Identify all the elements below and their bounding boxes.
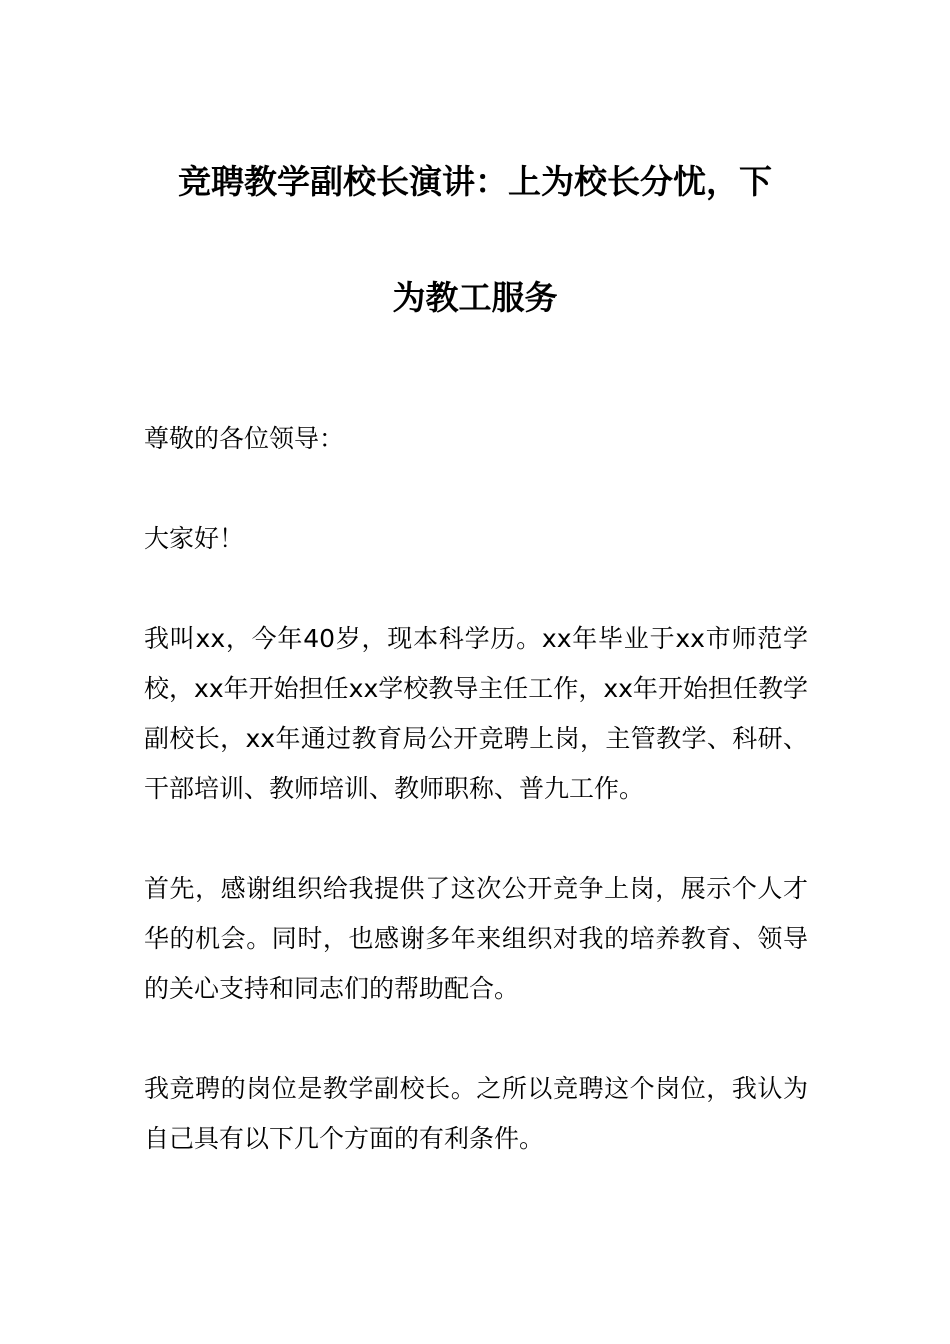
document-title-line-2: 为教工服务 xyxy=(392,278,558,317)
salutation-paragraph: 尊敬的各位领导： xyxy=(144,424,345,453)
reason-paragraph: 我竞聘的岗位是教学副校长。之所以竞聘这个岗位，我认为自己具有以下几个方面的有利条件。 xyxy=(144,1074,808,1153)
intro-paragraph: 我叫xx，今年40岁，现本科学历。xx年毕业于xx市师范学校，xx年开始担任xx学校教导主任工作，xx年开始担任教学副校长，xx年通过教育局公开竞聘上岗，主管教学、科研、干部培训、教师培训、教师职称、普九工作。 xyxy=(144,624,808,803)
document-title-line-1: 竞聘教学副校长演讲：上为校长分忧，下 xyxy=(178,162,772,201)
thanks-paragraph: 首先，感谢组织给我提供了这次公开竞争上岗，展示个人才华的机会。同时，也感谢多年来组织对我的培养教育、领导的关心支持和同志们的帮助配合。 xyxy=(144,874,808,1003)
greeting-paragraph: 大家好！ xyxy=(144,524,245,553)
